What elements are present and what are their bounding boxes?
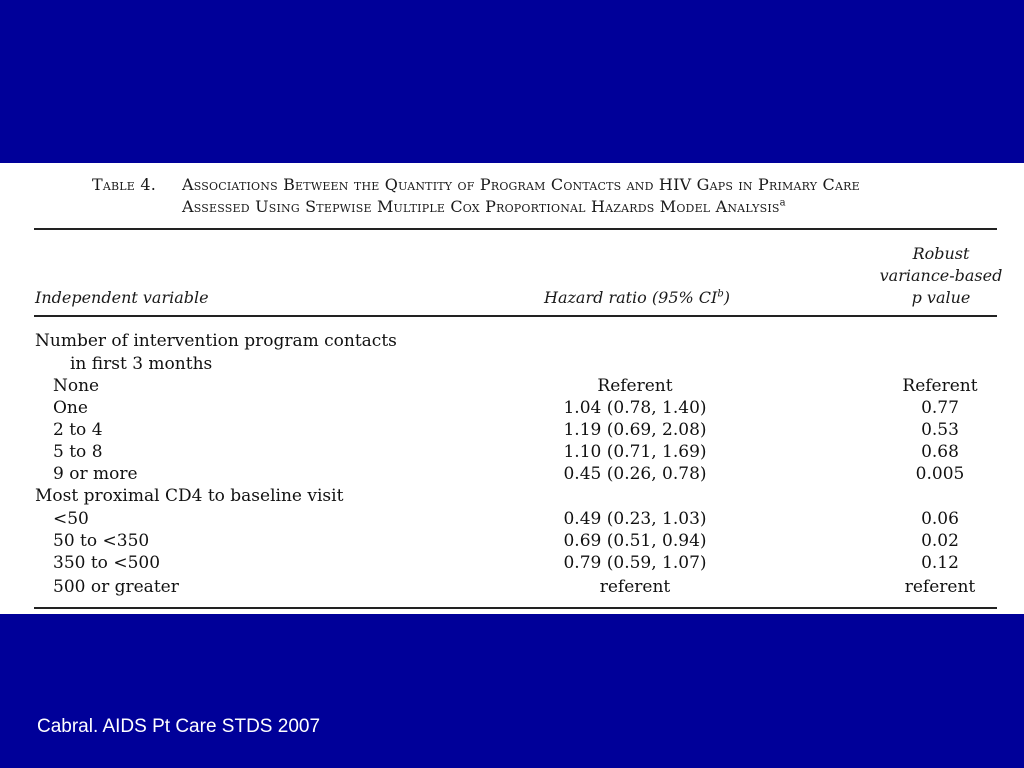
row-p-value: Referent [902, 376, 978, 396]
table-row [0, 398, 1024, 420]
row-p-value: 0.68 [921, 442, 959, 462]
row-label: 500 or greater [53, 577, 179, 597]
row-hazard-ratio: 0.79 (0.59, 1.07) [563, 553, 707, 573]
table-caption-line2 [182, 197, 786, 216]
header-p-line1: Robust [912, 244, 970, 263]
table-caption [92, 175, 156, 194]
table-row [0, 509, 1024, 531]
citation: Cabral. AIDS Pt Care STDS 2007 [37, 716, 321, 737]
table-row [0, 464, 1024, 486]
row-p-value: 0.53 [921, 420, 959, 440]
table-row [0, 486, 1024, 508]
row-hazard-ratio: 1.19 (0.69, 2.08) [563, 420, 707, 440]
header-independent-variable: Independent variable [35, 288, 209, 307]
row-hazard-ratio: Referent [597, 376, 673, 396]
row-label: <50 [53, 509, 89, 529]
table-row [0, 442, 1024, 464]
table-row [0, 354, 1024, 376]
table-row [0, 577, 1024, 599]
table-caption-title-1: Associations Between the Quantity of Program Contacts and HIV Gaps in Primary Care [182, 175, 860, 194]
row-hazard-ratio: 0.69 (0.51, 0.94) [563, 531, 707, 551]
row-p-value: 0.06 [921, 509, 959, 529]
row-hazard-ratio: 0.49 (0.23, 1.03) [563, 509, 707, 529]
table-row [0, 531, 1024, 553]
caption-footnote-marker: a [779, 197, 786, 209]
header-p-line3: p value [911, 288, 971, 307]
table-caption-label: Table 4. [92, 175, 156, 194]
header-p-line2: variance-based [879, 266, 1003, 285]
table-panel [0, 163, 1024, 614]
row-label: 350 to <500 [53, 553, 161, 573]
hazard-footnote-marker: b [717, 288, 724, 300]
row-hazard-ratio: 1.10 (0.71, 1.69) [563, 442, 707, 462]
row-p-value: 0.12 [921, 553, 959, 573]
row-label: 50 to <350 [53, 531, 150, 551]
row-hazard-ratio: 1.04 (0.78, 1.40) [563, 398, 707, 418]
row-hazard-ratio: referent [599, 577, 671, 597]
table-row [0, 553, 1024, 575]
row-label: Number of intervention program contacts [35, 331, 397, 351]
row-p-value: 0.02 [921, 531, 959, 551]
table-caption-line1 [182, 175, 860, 194]
row-p-value: 0.005 [915, 464, 965, 484]
table-caption-title-2: Assessed Using Stepwise Multiple Cox Proportional Hazards Model Analysis [182, 197, 780, 216]
row-label: 2 to 4 [53, 420, 103, 440]
row-label: 5 to 8 [53, 442, 103, 462]
row-p-value: referent [904, 577, 976, 597]
table-row [0, 376, 1024, 398]
header-hazard-ratio [544, 288, 730, 307]
table-row [0, 420, 1024, 442]
table-row [0, 331, 1024, 353]
header-hazard-ratio-text: Hazard ratio (95% CI [544, 288, 718, 307]
row-label: in first 3 months [70, 354, 213, 374]
row-label: Most proximal CD4 to baseline visit [35, 486, 344, 506]
row-label: One [53, 398, 88, 418]
row-label: 9 or more [53, 464, 138, 484]
top-rule [34, 228, 997, 230]
bottom-rule [34, 607, 997, 609]
row-hazard-ratio: 0.45 (0.26, 0.78) [563, 464, 707, 484]
row-p-value: 0.77 [921, 398, 959, 418]
header-hazard-ratio-close: ) [723, 288, 730, 307]
header-p-value [878, 243, 1004, 309]
header-rule [34, 315, 997, 317]
row-label: None [53, 376, 100, 396]
